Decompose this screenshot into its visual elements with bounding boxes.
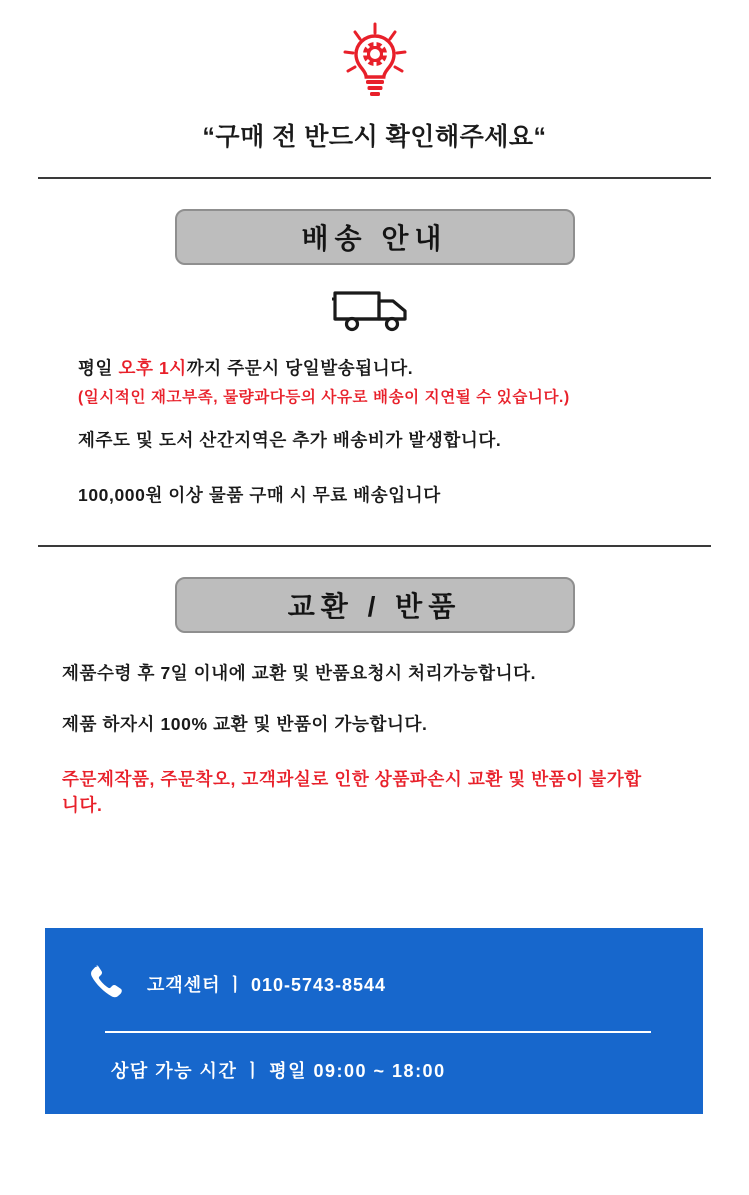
shipping-line-3: 제주도 및 도서 산간지역은 추가 배송비가 발생합니다. <box>78 429 502 450</box>
exchange-line-1: 제품수령 후 7일 이내에 교환 및 반품요청시 처리가능합니다. <box>62 662 537 683</box>
shipping-text-block <box>0 356 749 509</box>
contact-divider <box>105 1031 651 1033</box>
service-hours-label: 상담 가능 시간 ㅣ 평일 09:00 ~ 18:00 <box>111 1061 446 1081</box>
lightbulb-gear-icon <box>339 85 411 102</box>
exchange-text-block <box>0 661 749 819</box>
customer-service-row <box>87 962 661 1005</box>
truck-icon-container <box>0 285 749 338</box>
page-title: “구매 전 반드시 확인해주세요“ <box>202 123 547 151</box>
customer-service-label: 고객센터 ㅣ 010-5743-8544 <box>147 974 387 995</box>
section-heading-exchange: 교환 / 반품 <box>175 577 575 633</box>
shipping-line-1 <box>78 356 689 381</box>
shipping-line-4: 100,000원 이상 물품 구매 시 무료 배송입니다 <box>78 485 441 506</box>
shipping-line-1-suffix: 까지 주문시 당일발송됩니다. <box>186 358 414 378</box>
delivery-truck-icon <box>332 320 418 337</box>
section-heading-shipping: 배송 안내 <box>175 209 575 265</box>
bulb-icon-container <box>0 0 749 103</box>
exchange-line-2: 제품 하자시 100% 교환 및 반품이 가능합니다. <box>62 713 428 734</box>
divider-middle <box>38 545 711 547</box>
shipping-line-2-note: (일시적인 재고부족, 물량과다등의 사유로 배송이 지연될 수 있습니다.) <box>78 389 570 407</box>
divider-top <box>38 177 711 179</box>
shipping-line-1-prefix: 평일 <box>78 358 119 378</box>
shipping-line-1-highlight: 오후 1시 <box>118 358 187 378</box>
exchange-line-3: 주문제작품, 주문착오, 고객과실로 인한 상품파손시 교환 및 반품이 불가합니다. <box>62 769 642 815</box>
phone-icon <box>87 962 125 1005</box>
customer-service-panel <box>45 928 703 1114</box>
